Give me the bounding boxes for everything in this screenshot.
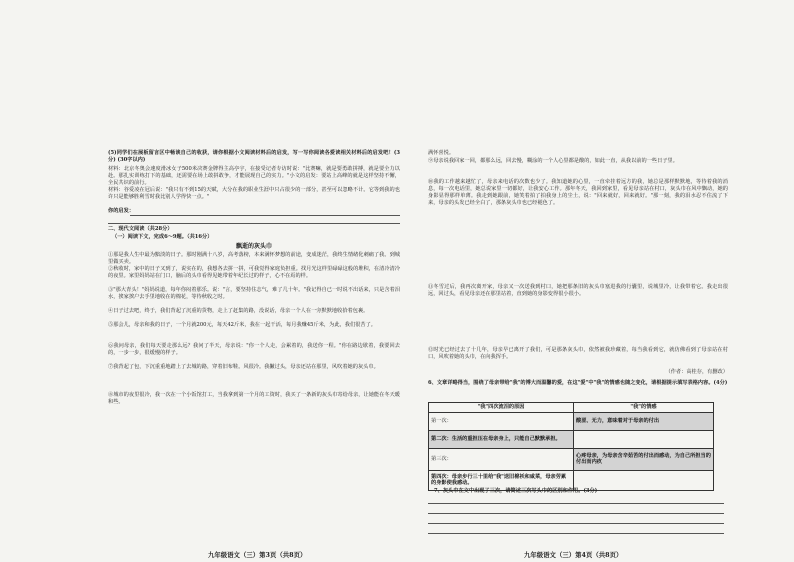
answer-line[interactable] <box>130 215 400 216</box>
answer-line[interactable] <box>108 223 400 224</box>
answer-line[interactable] <box>428 533 724 534</box>
paragraph: ④日子过去吧，终于，我们背起了沉重的货物，走上了赶集的路，没说话，母亲一个人在一旁默默地收拾着包裹。 <box>108 308 369 314</box>
subsection-title: （一）阅读下文，完成6～9题。（共16分） <box>112 234 213 240</box>
paragraph: ⑪冬雪过后，我再次离开家，母亲又一次送我到村口，她把那条旧的灰头巾塞进我的行囊里，说城里冷，让我带着它。我走出很远，回过头，看见母亲还在那里站着，直到她的身影变得很小很小。 <box>428 284 728 297</box>
answer-line[interactable] <box>428 523 724 524</box>
page-3 <box>108 0 400 562</box>
table-row <box>429 403 714 413</box>
table-cell[interactable] <box>429 448 574 470</box>
table-header: "我"四次流泪的原因 <box>429 403 574 413</box>
table-cell: 第四次：母亲步行三十里给"我"送旧棉袄和咸菜，母亲劳累的身影使我感动。 <box>429 470 574 490</box>
row-label: 第二次： <box>431 435 452 442</box>
paragraph: ③"那大青头！"妈妈说道，每年你闷着那乐。说："言，要坚持住志气，难了几十年。"我记得自已一时说不出话来，只是含着泪水，挨家挨户去手里地收在的棉花，等待秋收之时。 <box>108 287 400 300</box>
table-cell: 心疼母亲，为母亲含辛茹苦的付出而感动，为自己所担当的付出而内疚 <box>574 448 714 470</box>
paragraph: ①那是我人生中最为黯淡的日子。那时刚满十八岁，高考落榜，本来满怀梦想的前途，变成迷茫，我终生情绪化刺痛了我。到城里做买卖。 <box>108 252 400 265</box>
paragraph: ⑫时光已经过去了十几年，母亲早已离开了我们，可是那条灰头巾，依然被我珍藏着，每当我看到它，就仿佛看到了母亲站在村口，风吹着她的头巾，在向我挥手。 <box>428 347 728 360</box>
table-cell: 酸涩、无力，意味着对于母亲的付出 <box>574 412 714 430</box>
row-label: 第三次： <box>431 455 452 462</box>
section-title: 二、现代文阅读（共28分） <box>108 226 173 232</box>
table-cell: 第二次：生活的重担压在母亲身上，只能自己默默承担。 <box>429 430 574 448</box>
essay-title: 飘逝的灰头巾 <box>235 243 273 250</box>
paragraph: ⑤那会儿，母亲和我的日子，一个月就200元，每天42斤米，我在一起干活，每月我赚45斤米，为此，我们很苦了。 <box>108 322 376 328</box>
paragraph: ⑩我的工作越来越忙了，母亲来电话的次数也少了。我知道她的心里，一直牵挂着远方的我，她总是那样默默地，等待着我的消息，每一次电话里，她总说家里一切都好，让我安心工作。那年冬天，我回到家里，看见母亲站在村口，灰头巾在风中飘动，她的身影显得那样单薄。我走到她跟前，她笑着拍了拍我身上的尘土，说："回来就好，回来就好。"那一刻，我的泪水忍不住流了下来，母亲的头发已经全白了，那条灰头巾也已经褪色了。 <box>428 179 728 206</box>
paragraph: ⑨母亲说我回家一回，都那么远，回去慢，糊涂的一个人心里都是酸的，如此一直，从我以前的一些日子里。 <box>428 158 678 164</box>
table-header: "我"的情感 <box>574 403 714 413</box>
paragraph: 满怀喜悦。 <box>428 150 455 156</box>
page-4 <box>428 0 728 562</box>
table-row <box>429 448 714 470</box>
table-row <box>429 412 714 430</box>
q7-prompt: 7、灰头巾在文中出现了三次，请简述三次写头巾的区别和作用。(3分) <box>434 488 598 494</box>
row-label: 第四次： <box>431 473 452 480</box>
material-2: 材料：谷爱凌在冠后说："我只有不到15的天赋，大分在我的职业生涯中只占很少的一部分，甚至可以忽略不计。它等到我的也许只是能够胜利雪时我比别人学得快一点。" <box>108 187 400 200</box>
q6-prompt: 6、文章详略得当，围绕了母亲带给"我"的博大而温馨的爱，在这"爱"中"我"的情感也随之变化，请根据提示填写表格内容。(4分) <box>428 380 728 386</box>
paragraph: ⑧城市的夜里很冷，我一次在一个小饭馆打工，当我拿到第一个月的工资时，我买了一条新的灰头巾寄给母亲，让她能在冬天暖和些。 <box>108 392 400 405</box>
row-label: 第一次： <box>431 417 452 424</box>
paragraph: ②秋收时，家中的日子又到了，说实在的，我想各去拼一拼，可我觉得家庭负担重。找月光这样里碌碌这般的堆积，在清冷清冷的夜里。家里妈妈站在门口，脑后的头巾看得见她带着年纪长过的样子，心不在焉的样。 <box>108 266 400 279</box>
insight-label: 你的启发： <box>108 208 135 214</box>
table-row <box>429 430 714 448</box>
answer-line[interactable] <box>428 513 724 514</box>
page-footer: 九年级语文（三）第4页（共8页） <box>524 551 623 559</box>
page-footer: 九年级语文（三）第3页（共8页） <box>208 551 307 559</box>
material-1: 材料：北京冬奥会速度滑冰女子500米决赛金牌得主高亭宇，在接受记者专访时说："比赛嘛，就是要勇敢拼搏，就是要全力以赴。那扎实训练打下的基础，还需要在场上敢拼敢争，才能展现自己的实力。"小文的启发：要站上高峰的就是这样坚持不懈，全民共识的前行。 <box>108 166 400 186</box>
author-line: （作者：高桂存，有删改） <box>665 369 728 375</box>
q5-prompt: (5)同学们在展板留言区中畅谈自己的收获，请你根据小文阅读材料后的启发，写一写你阅读各爱读相关材料后的启发吧！(3分) (30字以内) <box>108 150 400 163</box>
emotion-table <box>428 402 714 491</box>
table-cell[interactable] <box>429 412 574 430</box>
paragraph: ⑥我问母亲，我们每天要走那么远？我问了半天，母亲说："你一个人走，会累着的，我送你一程。"你在路边歇着，我要回去的，一步一步，很缓慢的样子。 <box>108 343 400 356</box>
answer-line[interactable] <box>428 503 724 504</box>
paragraph: ⑦我背起了包，下沉重重地踏上了去城的路，穿着旧布鞋。风很冷。我撇过头，母亲还站在那里，风吹着她的灰头巾。 <box>108 364 379 370</box>
table-cell[interactable] <box>574 430 714 448</box>
